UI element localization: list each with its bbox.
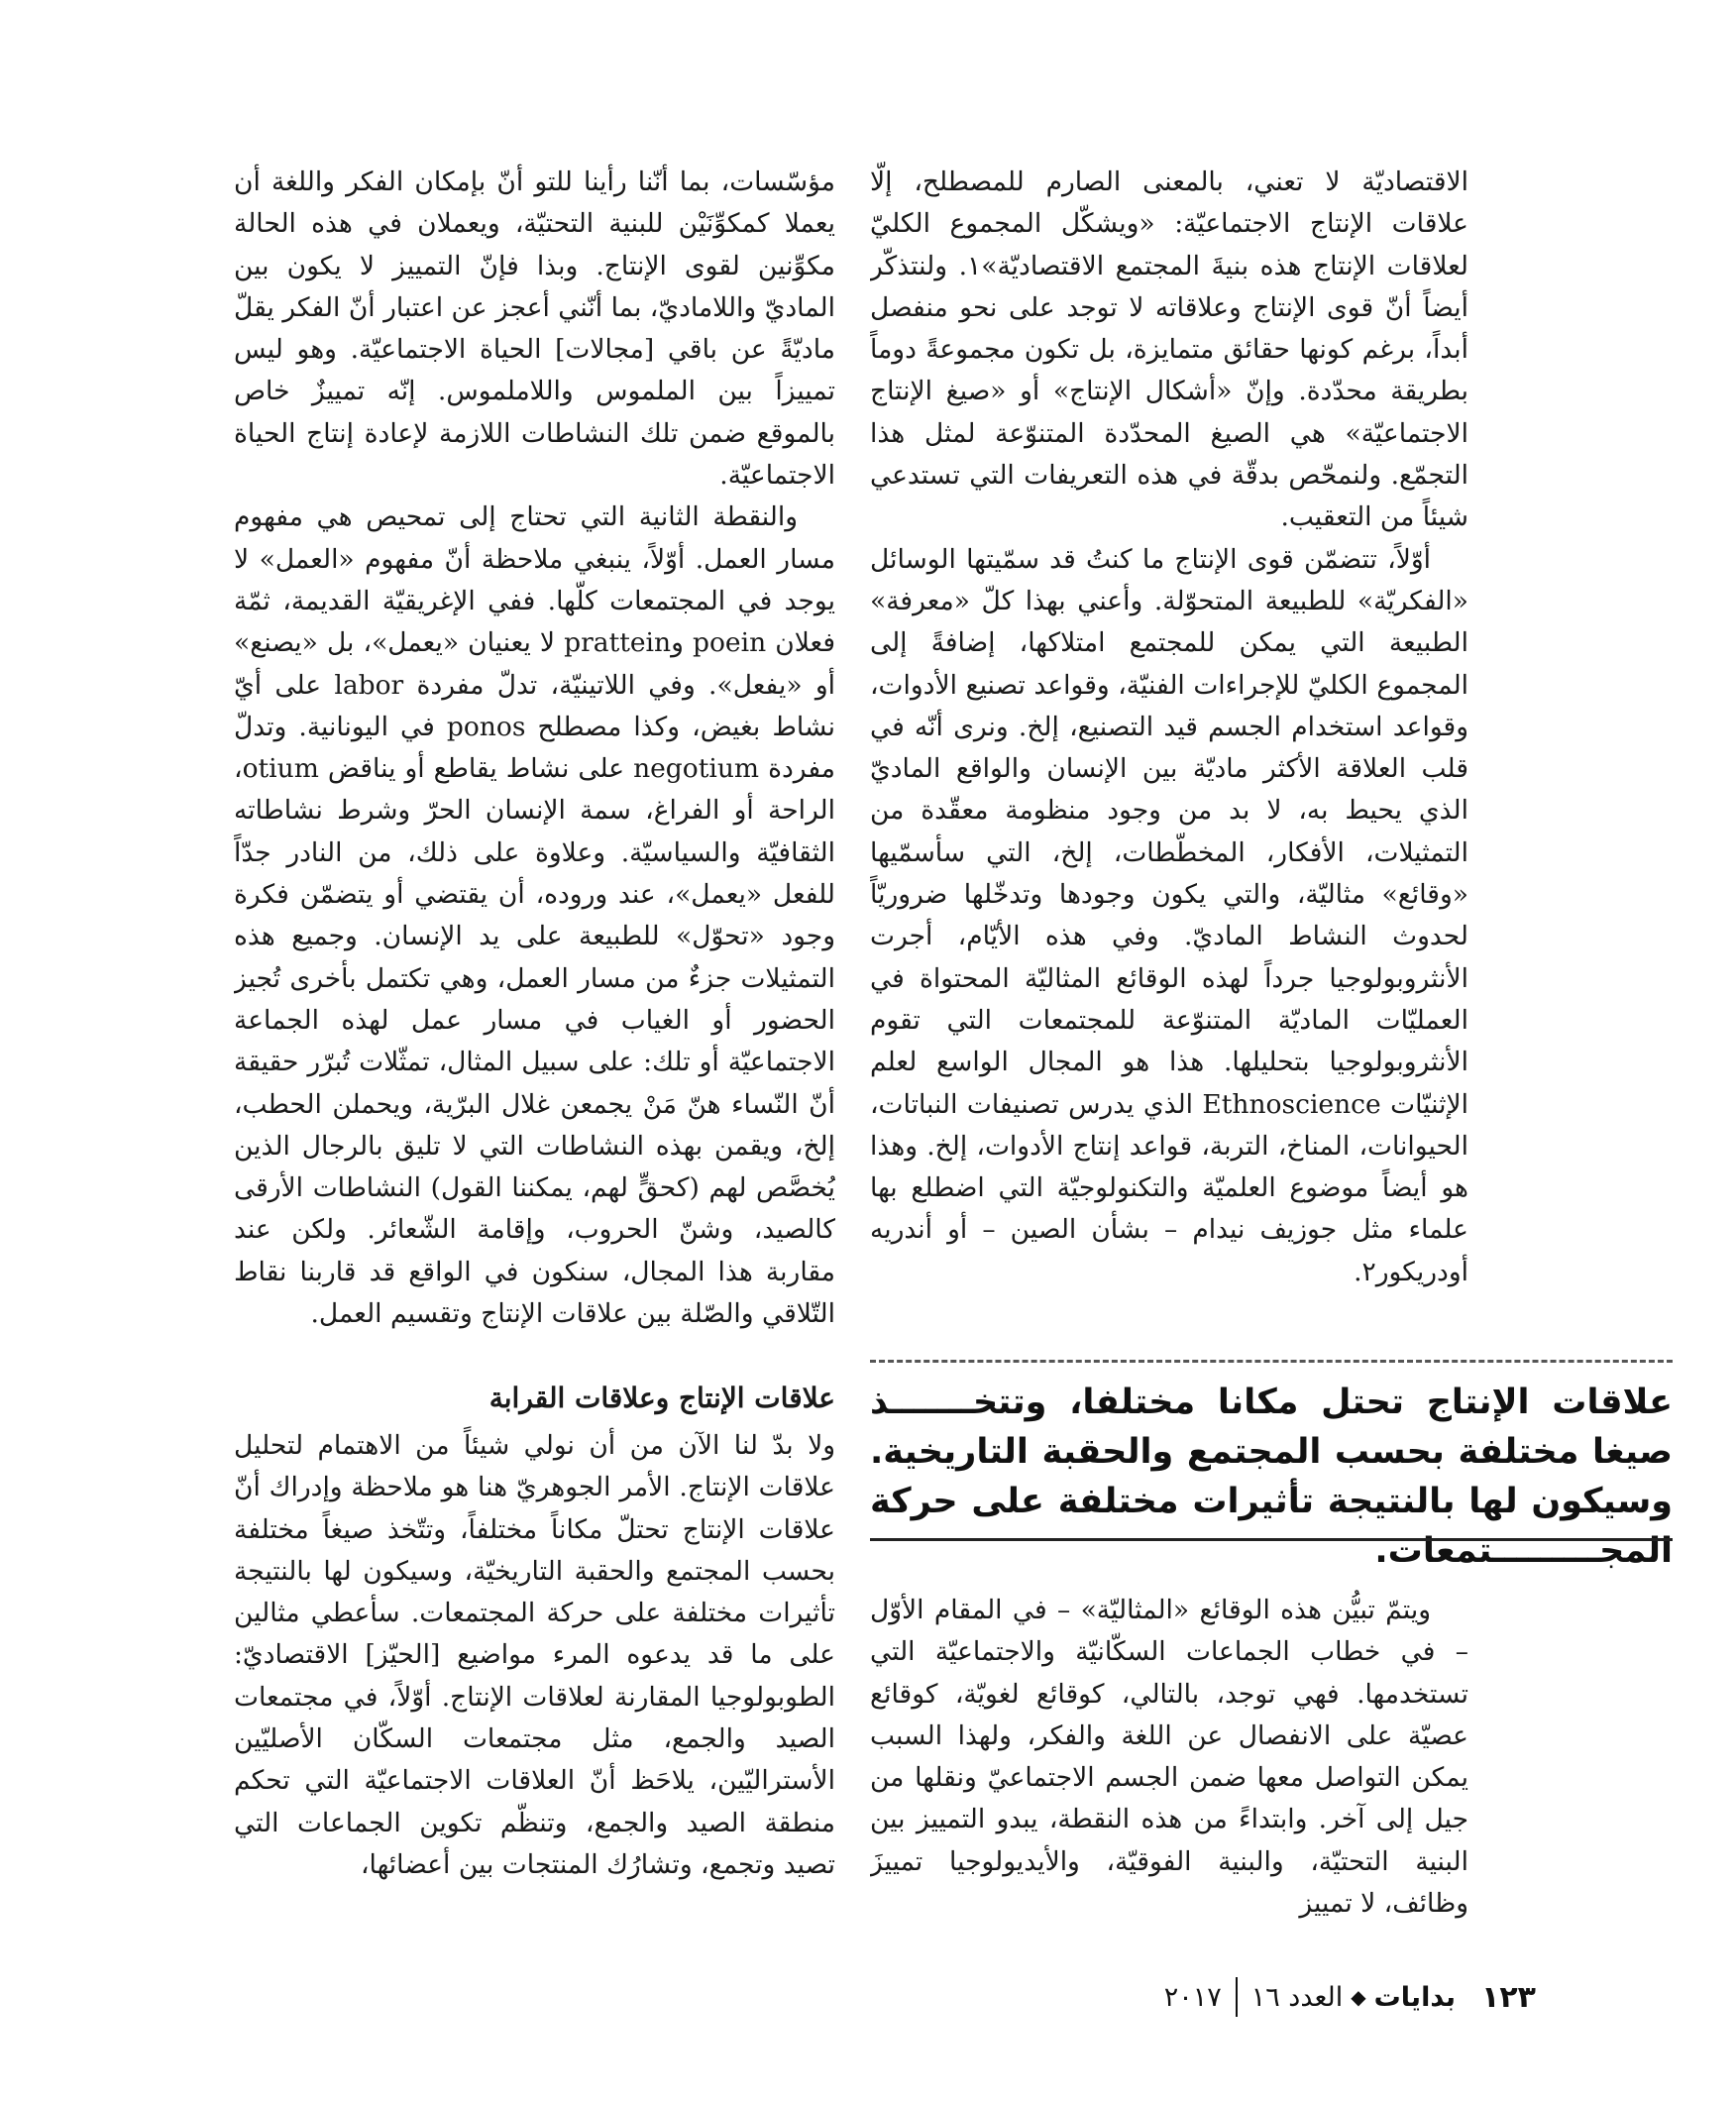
column-left-bottom [234, 1425, 835, 1941]
section-heading: علاقات الإنتاج وعلاقات القرابة [488, 1382, 835, 1414]
page-footer [1139, 1972, 1536, 2022]
paragraph: أوّلاً، تتضمّن قوى الإنتاج ما كنتُ قد سمّيتها الوسائل «الفكريّة» للطبيعة المتحوّلة. وأعني بهذا كلّ «معرفة» الطبيعة التي يمكن للمجتمع امتلاكها، إضافةً إلى المجموع الكليّ للإجراءات الفنيّة، وقواعد تصنيع الأدوات، وقواعد استخدام الجسم قيد التصنيع، إلخ. ونرى أنّه في قلب العلاقة الأكثر ماديّة بين الإنسان والواقع الماديّ الذي يحيط به، لا بد من وجود منظومة معقّدة من التمثيلات، الأفكار، المخطّطات، إلخ، التي سأسمّيها «وقائع» مثاليّة، والتي يكون وجودها وتدخّلها ضروريّاً لحدوث النشاط الماديّ. وفي هذه الأيّام، أجرت الأنثروبولوجيا جرداً لهذه الوقائع المثاليّة المحتواة في العمليّات الماديّة المتنوّعة للمجتمعات التي تقوم الأنثروبولوجيا بتحليلها. هذا هو المجال الواسع لعلم الإثنيّات Ethnoscience الذي يدرس تصنيفات النباتات، الحيوانات، المناخ، التربة، قواعد إنتاج الأدوات، إلخ. وهذا هو أيضاً موضوع العلميّة والتكنولوجيّة التي اضطلع بها علماء مثل جوزيف نيدام – بشأن الصين – أو أندريه أودريكور٢. [870, 543, 1468, 1287]
column-right-bottom [870, 1590, 1468, 1946]
issue-label: العدد ١٦ [1250, 1981, 1344, 2013]
diamond-icon: ◆ [1351, 1985, 1366, 2009]
year-label: ٢٠١٧ [1163, 1981, 1222, 2013]
paragraph: مؤسّسات، بما أنّنا رأينا للتو أنّ بإمكان الفكر واللغة أن يعملا كمكوِّنَيْن للبنية التحتيّة، ويعملان في هذه الحالة مكوِّنين لقوى الإنتاج. وبذا فإنّ التمييز لا يكون بين الماديّ واللاماديّ، بما أنّني أعجز عن اعتبار أنّ الفكر يقلّ ماديّةً عن باقي [مجالات] الحياة الاجتماعيّة. وهو ليس تمييزاً بين الملموس واللاملموس. إنّه تمييزٌ خاص بالموقع ضمن تلك النشاطات اللازمة لإعادة إنتاج الحياة الاجتماعيّة. [234, 166, 835, 492]
journal-name: بدايات [1373, 1981, 1457, 2013]
paragraph: ولا بدّ لنا الآن من أن نولي شيئاً من الاهتمام لتحليل علاقات الإنتاج. الأمر الجوهريّ هنا هو ملاحظة وإدراك أنّ علاقات الإنتاج تحتلّ مكاناً مختلفاً، وتتّخذ صيغاً مختلفة بحسب المجتمع والحقبة التاريخيّة، وسيكون لها بالنتيجة تأثيرات مختلفة على حركة المجتمعات. سأعطي مثالين على ما قد يدعوه المرء مواضيع [الحيّز] الاقتصاديّ: الطوبولوجيا المقارنة لعلاقات الإنتاج. أوّلاً، في مجتمعات الصيد والجمع، مثل مجتمعات السكّان الأصليّين الأستراليّين، يلاحَظ أنّ العلاقات الاجتماعيّة التي تحكم منطقة الصيد والجمع، وتنظّم تكوين الجماعات التي تصيد وتجمع، وتشارُك المنتجات بين أعضائها، [234, 1430, 835, 1880]
page-number: ١٢٣ [1481, 1979, 1536, 2015]
pullquote-top-rule [870, 1360, 1673, 1363]
pullquote-bottom-rule [870, 1538, 1673, 1541]
footer-separator [1236, 1977, 1238, 2017]
pullquote: علاقات الإنتاج تحتل مكانا مختلفا، وتتخـــــــذ صيغا مختلفة بحسب المجتمع والحقبة التاريخية. وسيكون لها بالنتيجة تأثيرات مختلفة على حركة المجـــــــــتمعات. [870, 1383, 1673, 1571]
column-right-top [870, 162, 1468, 1299]
paragraph: والنقطة الثانية التي تحتاج إلى تمحيص هي مفهوم مسار العمل. أوّلاً، ينبغي ملاحظة أنّ مفهوم «العمل» لا يوجد في المجتمعات كلّها. ففي الإغريقيّة القديمة، ثمّة فعلان poein وprattein لا يعنيان «يعمل»، بل «يصنع» أو «يفعل». وفي اللاتينيّة، تدلّ مفردة labor على أيّ نشاط بغيض، وكذا مصطلح ponos في اليونانية. وتدلّ مفردة negotium على نشاط يقاطع أو يناقض otium، الراحة أو الفراغ، سمة الإنسان الحرّ وشرط نشاطاته الثقافيّة والسياسيّة. وعلاوة على ذلك، من النادر جدّاً للفعل «يعمل»، عند وروده، أن يقتضي أو يتضمّن فكرة وجود «تحوّل» للطبيعة على يد الإنسان. وجميع هذه التمثيلات جزءٌ من مسار العمل، وهي تكتمل بأخرى تُجيز الحضور أو الغياب في مسار عمل لهذه الجماعة الاجتماعيّة أو تلك: على سبيل المثال، تمثّلات تُبرّر حقيقة أنّ النّساء هنّ مَنْ يجمعن غلال البرّية، ويحملن الحطب، إلخ، ويقمن بهذه النشاطات التي لا تليق بالرجال الذين يُخصَّص لهم (كحقٍّ لهم، يمكننا القول) النشاطات الأرقى كالصيد، وشنّ الحروب، وإقامة الشّعائر. ولكن عند مقاربة هذا المجال، سنكون في الواقع قد قاربنا نقاط التّلاقي والصّلة بين علاقات الإنتاج وتقسيم العمل. [234, 501, 835, 1330]
paragraph: الاقتصاديّة لا تعني، بالمعنى الصارم للمصطلح، إلّا علاقات الإنتاج الاجتماعيّة: «ويشكّل المجموع الكليّ لعلاقات الإنتاج هذه بنيةَ المجتمع الاقتصاديّة»١. ولنتذكّر أيضاً أنّ قوى الإنتاج وعلاقاته لا توجد على نحو منفصل أبداً، برغم كونها حقائق متمايزة، بل تكون مجموعةً دوماً بطريقة محدّدة. وإنّ «أشكال الإنتاج» أو «صيغ الإنتاج الاجتماعيّة» هي الصيغ المحدّدة المتنوّعة لمثل هذا التجمّع. ولنمحّص بدقّة في هذه التعريفات التي تستدعي شيئاً من التعقيب. [870, 166, 1468, 533]
column-left-top [234, 162, 835, 1341]
paragraph: ويتمّ تبيُّن هذه الوقائع «المثاليّة» – في المقام الأوّل – في خطاب الجماعات السكّانيّة والاجتماعيّة التي تستخدمها. فهي توجد، بالتالي، كوقائع لغويّة، كوقائع عصيّة على الانفصال عن اللغة والفكر، ولهذا السبب يمكن التواصل معها ضمن الجسم الاجتماعيّ ونقلها من جيل إلى آخر. وابتداءً من هذه النقطة، يبدو التمييز بين البنية التحتيّة، والبنية الفوقيّة، والأيديولوجيا تمييزَ وظائف، لا تمييز [870, 1595, 1468, 1920]
